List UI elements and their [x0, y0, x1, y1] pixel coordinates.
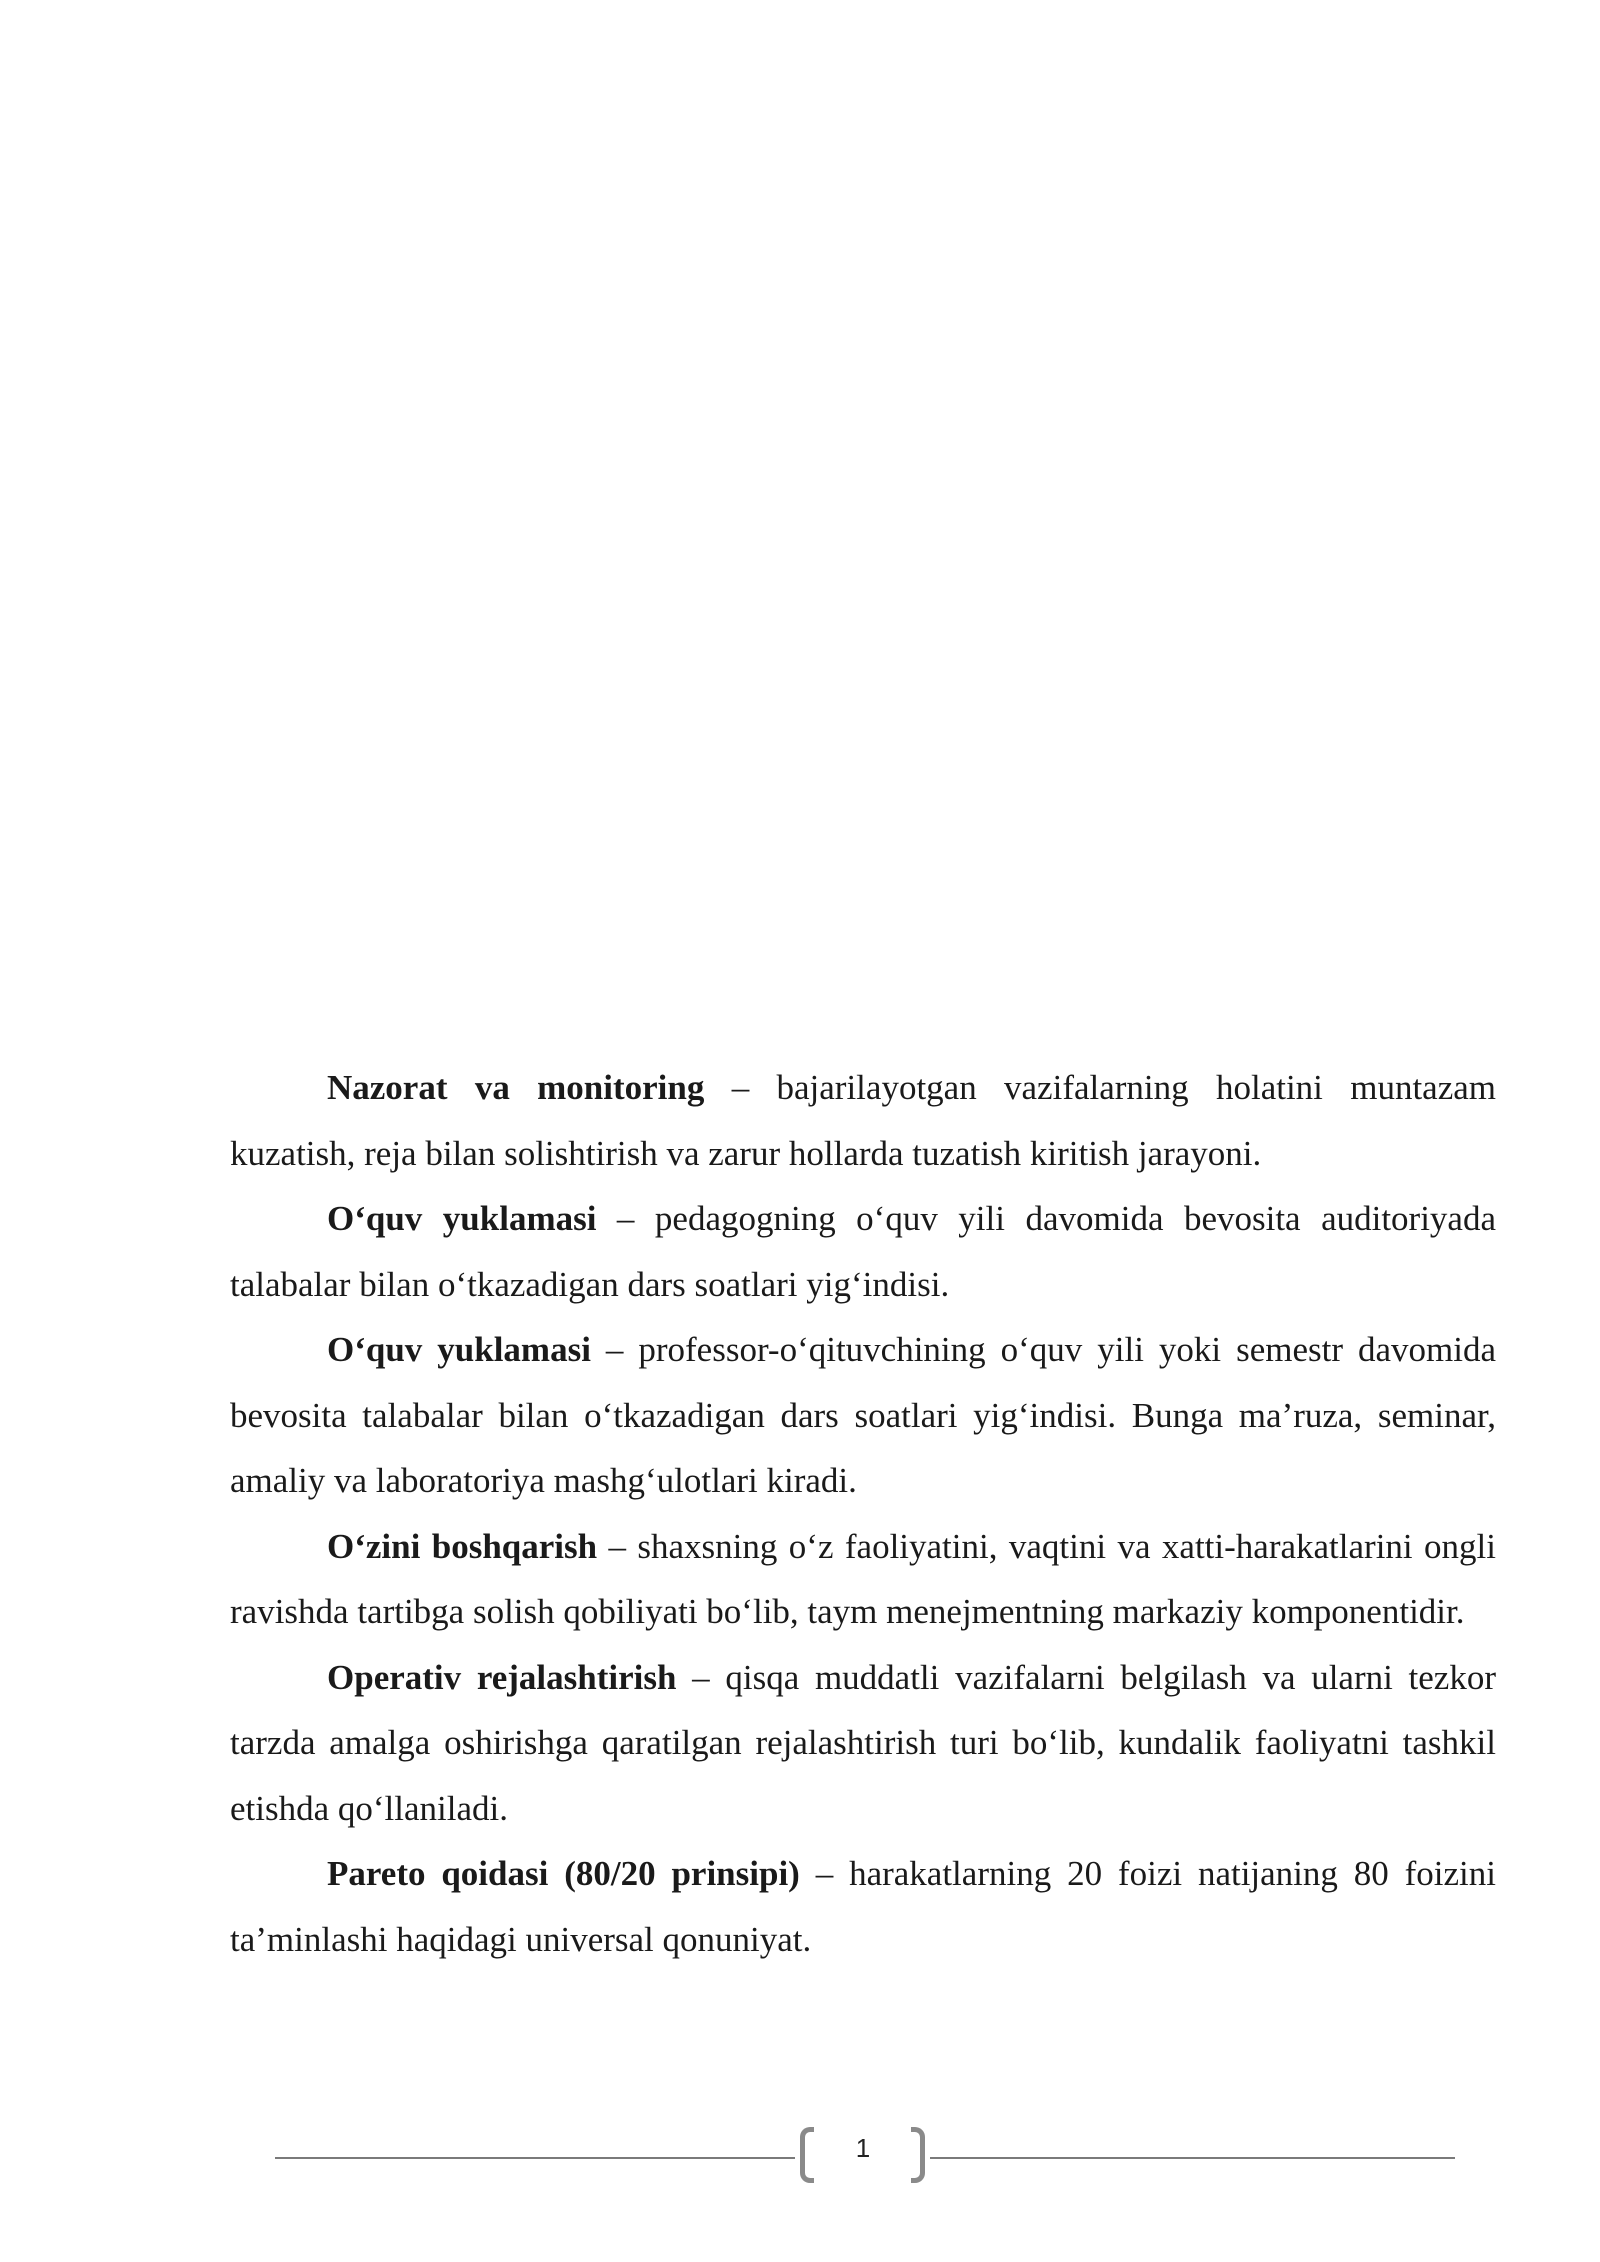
footer-rule-right [930, 2157, 1455, 2159]
glossary-term: O‘quv yuklamasi [327, 1199, 597, 1238]
glossary-term: O‘quv yuklamasi [327, 1330, 591, 1369]
glossary-body [230, 1055, 1496, 1972]
glossary-definition: – harakatlarning 20 foizi natijaning 80 foizini ta’minlashi haqidagi universal qonuniyat. [230, 1854, 1497, 1959]
left-bracket-icon [800, 2127, 814, 2183]
glossary-entry [230, 1317, 1496, 1514]
glossary-entry [230, 1841, 1496, 1972]
glossary-definition: – professor-o‘qituvchining o‘quv yili yoki semestr davomida bevosita talabalar bilan o‘tkazadigan dars soatlari yig‘indisi. Bunga ma’ruza, seminar, amaliy va laboratoriya mashg‘ulotlari kiradi. [230, 1330, 1496, 1500]
glossary-entry [230, 1645, 1496, 1842]
glossary-entry [230, 1186, 1496, 1317]
page-footer [275, 2123, 1455, 2193]
page-number: 1 [855, 2133, 871, 2163]
glossary-term: Operativ rejalashtirish [327, 1657, 677, 1697]
right-bracket-icon [911, 2127, 925, 2183]
glossary-definition: – shaxsning o‘z faoliyatini, vaqtini va xatti-harakatlarini ongli ravishda tartibga solish qobiliyati bo‘lib, taym menejmentning markaziy komponentidir. [230, 1526, 1496, 1631]
glossary-definition: – pedagogning o‘quv yili davomida bevosita auditoriyada talabalar bilan o‘tkazadigan dars soatlari yig‘indisi. [230, 1199, 1496, 1304]
glossary-entry [230, 1055, 1496, 1186]
glossary-term: O‘zini boshqarish [327, 1526, 598, 1566]
glossary-term: Nazorat va monitoring [327, 1068, 705, 1107]
footer-rule-left [275, 2157, 795, 2159]
glossary-definition: – bajarilayotgan vazifalarning holatini muntazam kuzatish, reja bilan solishtirish va zarur hollarda tuzatish kiritish jarayoni. [230, 1068, 1496, 1173]
glossary-definition: – qisqa muddatli vazifalarni belgilash va ularni tezkor tarzda amalga oshirishga qaratilgan rejalashtirish turi bo‘lib, kundalik faoliyatni tashkil etishda qo‘llaniladi. [230, 1657, 1496, 1828]
glossary-entry [230, 1514, 1496, 1645]
glossary-term: Pareto qoidasi (80/20 prinsipi) [327, 1854, 800, 1893]
